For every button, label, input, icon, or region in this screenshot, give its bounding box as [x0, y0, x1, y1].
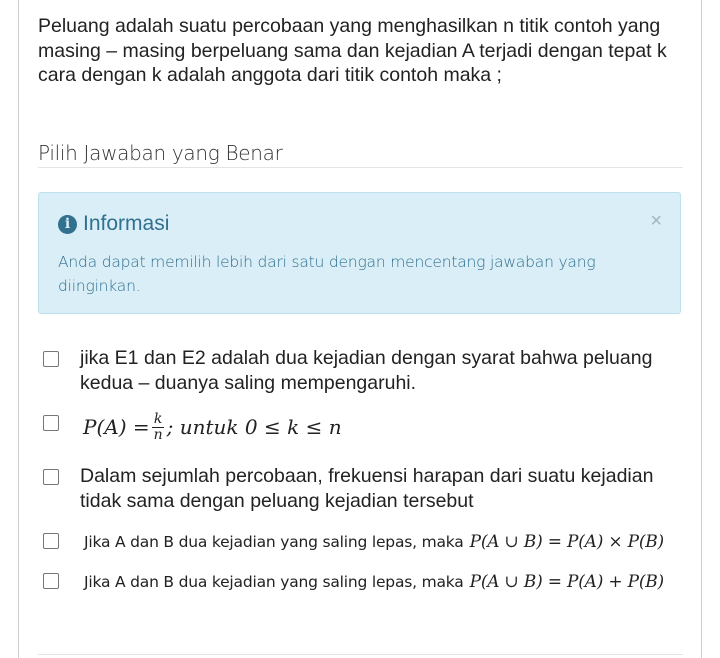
answer-option-4[interactable] [43, 531, 664, 553]
answer-option-4-text: Jika A dan B dua kejadian yang saling lepas, maka [84, 533, 464, 551]
heading-divider [38, 167, 683, 168]
answer-option-5-formula: P(A ∪ B) = P(A) + P(B) [469, 572, 664, 592]
answer-option-1-label: jika E1 dan E2 adalah dua kejadian dengan syarat bahwa peluang kedua – duanya saling mempengaruhi. [80, 347, 653, 394]
answer-instruction-heading: Pilih Jawaban yang Benar [38, 141, 283, 165]
answer-checkbox-4[interactable] [43, 533, 59, 549]
answer-checkbox-5[interactable] [43, 573, 59, 589]
question-text: Peluang adalah suatu percobaan yang menghasilkan n titik contoh yang masing – masing berpeluang sama dan kejadian A terjadi dengan tepat k cara dengan k adalah anggota dari titik contoh maka ; [38, 15, 667, 86]
answer-option-1[interactable] [43, 346, 660, 395]
formula-condition: ; untuk 0 ≤ k ≤ n [166, 415, 342, 440]
info-circle-icon: i [58, 215, 77, 234]
answer-checkbox-2[interactable] [43, 415, 59, 431]
info-alert-title-text: Informasi [83, 212, 170, 235]
fraction-numerator: k [153, 411, 163, 427]
fraction-denominator: n [153, 427, 163, 443]
formula-lhs: P(A) = [83, 415, 150, 440]
bottom-divider [38, 654, 683, 655]
fraction [152, 412, 165, 443]
answer-option-2[interactable] [43, 412, 342, 443]
info-alert [38, 192, 681, 314]
info-alert-message: Anda dapat memilih lebih dari satu dengan mencentang jawaban yang diinginkan. [58, 253, 596, 295]
answer-option-3[interactable] [43, 464, 660, 513]
answer-option-5-label [84, 571, 664, 593]
close-icon[interactable]: × [650, 210, 662, 232]
probability-formula [83, 412, 342, 443]
answer-option-4-formula: P(A ∪ B) = P(A) × P(B) [469, 532, 664, 552]
answer-checkbox-1[interactable] [43, 351, 59, 367]
answer-option-5[interactable] [43, 571, 664, 593]
answer-option-3-label: Dalam sejumlah percobaan, frekuensi harapan dari suatu kejadian tidak sama dengan peluang kejadian tersebut [80, 465, 654, 512]
answer-option-5-text: Jika A dan B dua kejadian yang saling lepas, maka [84, 573, 464, 591]
info-alert-title [58, 212, 169, 236]
panel-right-border [701, 0, 702, 658]
answer-option-4-label [84, 531, 664, 553]
answer-checkbox-3[interactable] [43, 469, 59, 485]
panel-left-border [18, 0, 19, 658]
answer-option-2-label [83, 412, 342, 443]
